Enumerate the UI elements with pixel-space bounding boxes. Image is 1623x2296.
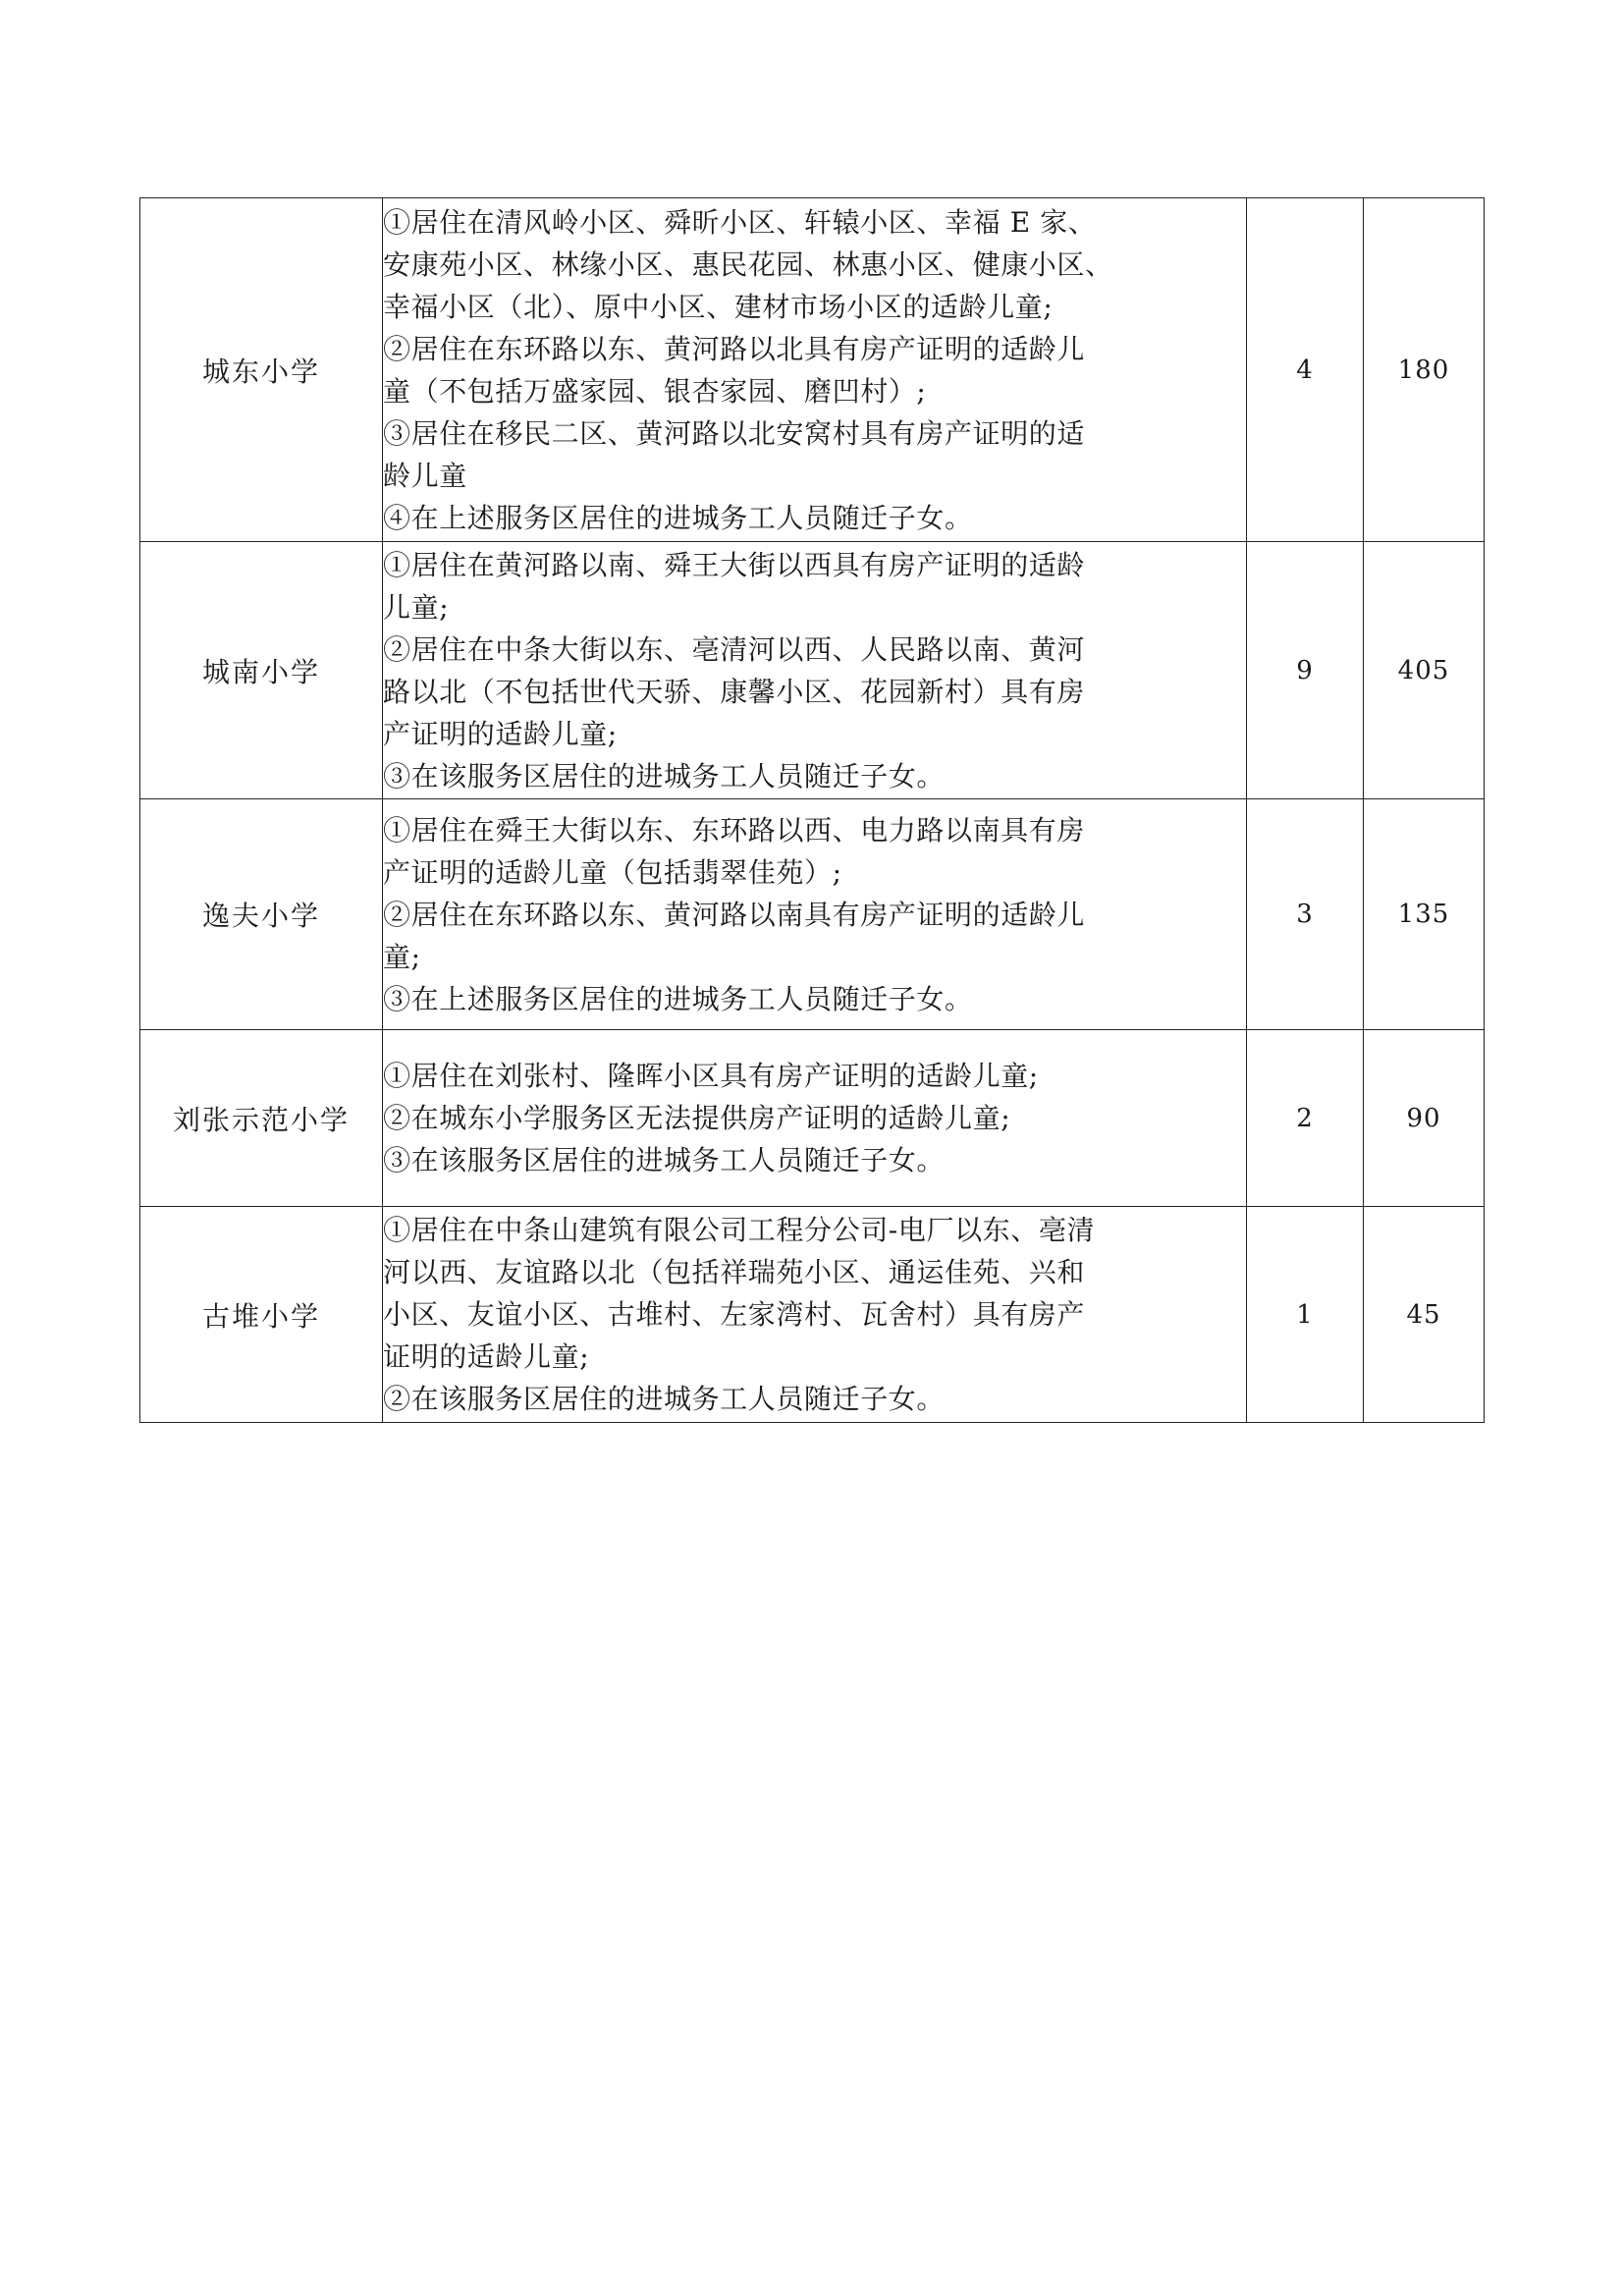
enrollment-cell: 45: [1364, 1207, 1485, 1423]
service-area-cell: [383, 542, 1247, 799]
service-area-line: ③在该服务区居住的进城务工人员随迁子女。: [383, 759, 946, 793]
enrollment-cell: 405: [1364, 542, 1485, 799]
enrollment-cell: 135: [1364, 799, 1485, 1030]
service-area-line: 儿童;: [383, 590, 450, 624]
school-name-cell: 刘张示范小学: [140, 1030, 383, 1207]
service-area-line: ③居住在移民二区、黄河路以北安窝村具有房产证明的适: [383, 416, 1086, 450]
service-area-line: 河以西、友谊路以北（包括祥瑞苑小区、通运佳苑、兴和: [383, 1256, 1086, 1288]
service-area-cell: [383, 799, 1247, 1030]
service-area-line: ①居住在刘张村、隆晖小区具有房产证明的适龄儿童;: [383, 1060, 1039, 1092]
service-area-line: ③在该服务区居住的进城务工人员随迁子女。: [383, 1144, 946, 1176]
class-count-cell: 9: [1247, 542, 1364, 799]
service-area-line: ①居住在清风岭小区、舜昕小区、轩辕小区、幸福 E 家、: [383, 205, 1097, 239]
school-name-cell: 古堆小学: [140, 1207, 383, 1423]
table-row: [140, 1207, 1485, 1423]
service-area-line: ②在城东小学服务区无法提供房产证明的适龄儿童;: [383, 1102, 1011, 1134]
class-count-cell: 1: [1247, 1207, 1364, 1423]
service-area-line: 证明的适龄儿童;: [383, 1340, 590, 1373]
table-row: [140, 799, 1485, 1030]
school-name-cell: 城南小学: [140, 542, 383, 799]
school-name-cell: 城东小学: [140, 198, 383, 542]
service-area-line: 幸福小区（北）、原中小区、建材市场小区的适龄儿童;: [383, 290, 1054, 323]
enrollment-cell: 90: [1364, 1030, 1485, 1207]
table-row: [140, 198, 1485, 542]
enrollment-cell: 180: [1364, 198, 1485, 542]
service-area-line: ①居住在中条山建筑有限公司工程分公司-电厂以东、亳清: [383, 1214, 1096, 1246]
class-count-cell: 3: [1247, 799, 1364, 1030]
table-row: [140, 1030, 1485, 1207]
service-area-line: 童;: [383, 940, 421, 973]
service-area-line: 童（不包括万盛家园、银杏家园、磨凹村）;: [383, 374, 927, 408]
service-area-line: ②居住在东环路以东、黄河路以北具有房产证明的适龄儿: [383, 332, 1086, 365]
service-area-line: ②居住在东环路以东、黄河路以南具有房产证明的适龄儿: [383, 898, 1086, 931]
service-area-line: 龄儿童: [383, 459, 467, 492]
service-area-line: ①居住在舜王大街以东、东环路以西、电力路以南具有房: [383, 813, 1086, 847]
service-area-cell: [383, 1207, 1247, 1423]
service-area-line: 产证明的适龄儿童（包括翡翠佳苑）;: [383, 855, 842, 889]
table-row: [140, 542, 1485, 799]
class-count-cell: 4: [1247, 198, 1364, 542]
service-area-line: 安康苑小区、林缘小区、惠民花园、林惠小区、健康小区、: [383, 247, 1113, 281]
service-area-line: ④在上述服务区居住的进城务工人员随迁子女。: [383, 501, 973, 534]
service-area-cell: [383, 198, 1247, 542]
service-area-line: ①居住在黄河路以南、舜王大街以西具有房产证明的适龄: [383, 548, 1086, 581]
service-area-line: 小区、友谊小区、古堆村、左家湾村、瓦舍村）具有房产: [383, 1298, 1086, 1331]
class-count-cell: 2: [1247, 1030, 1364, 1207]
service-area-line: ③在上述服务区居住的进城务工人员随迁子女。: [383, 982, 973, 1015]
service-area-line: ②在该服务区居住的进城务工人员随迁子女。: [383, 1383, 946, 1415]
service-area-line: ②居住在中条大街以东、亳清河以西、人民路以南、黄河: [383, 632, 1086, 666]
school-name-cell: 逸夫小学: [140, 799, 383, 1030]
service-area-line: 路以北（不包括世代天骄、康馨小区、花园新村）具有房: [383, 675, 1086, 708]
service-area-line: 产证明的适龄儿童;: [383, 717, 618, 750]
school-district-table: [139, 197, 1485, 1423]
service-area-cell: [383, 1030, 1247, 1207]
